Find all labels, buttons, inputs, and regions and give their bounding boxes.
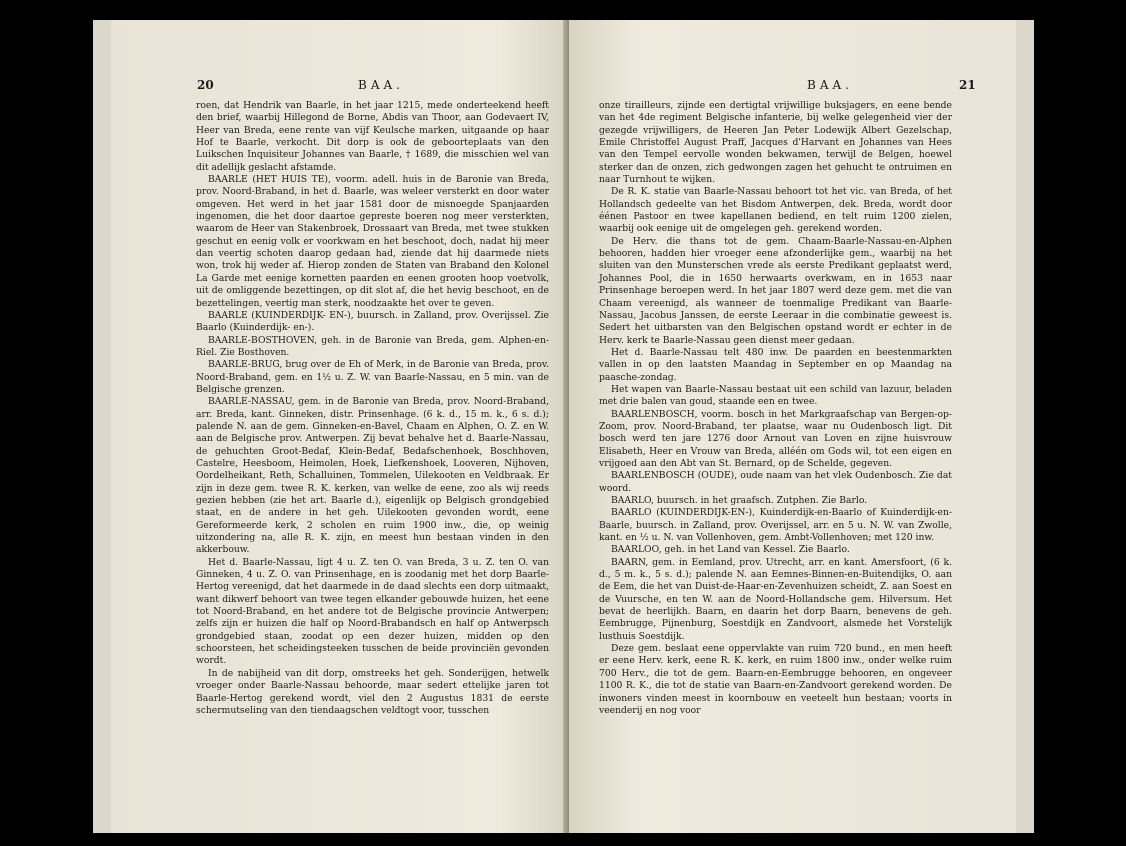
entry-baarlenbosch: BAARLENBOSCH, voorm. bosch in het Markgraafschap van Bergen-op-Zoom, prov. Noord-Braband, ter plaatse, waar nu Oudenbosch ligt. Dit bosch werd ten jare 1276 door Arnout van Loven en zijne huisvrouw Elisabeth, Heer en Vrouw van Breda, alléén om Gods wil, tot een eigen en vrijgoed aan den Abt van St. Bernard, op de Schelde, gegeven.: [599, 408, 952, 469]
entry-baarlo: BAARLO, buursch. in het graafsch. Zutphen. Zie Barlo.: [611, 495, 868, 506]
paragraph: De Herv. die thans tot de gem. Chaam-Baarle-Nassau-en-Alphen behooren, hadden hier vroeger eene afzonderlijke gem., waarbij na het sluiten van den Munsterschen vrede als eerste Predikant geplaatst werd, Johannes Pool, die in 1650 herwaarts overkwam, en in 1653 naar Prinsenhage beroepen werd. In het jaar 1807 werd deze gem. met die van Chaam vereenigd, als wanneer de toenmalige Predikant van Baarle-Nassau, Jacobus Janssen, de eerste Leeraar in die combinatie geweest is. Sedert het uitbarsten van den Belgischen opstand wordt er echter in de Herv. kerk te Baarle-Nassau geen dienst meer gedaan.: [599, 235, 952, 346]
left-page: [111, 20, 568, 833]
paragraph: Het d. Baarle-Nassau, ligt 4 u. Z. ten O. van Breda, 3 u. Z. ten O. van Ginneken, 4 u. Z. O. van Prinsenhage, en is zoodanig met het dorp Baarle-Hertog vereenigd, dat het daarmede in de daad slechts een dorp uitmaakt, want dikwerf behoort van twee tegen elkander gebouwde huizen, het eene tot Noord-Braband, en het andere tot de Belgische provincie Antwerpen; zelfs zijn er huizen die half op Noord-Brabandsch en half op Antwerpsch grondgebied staan, zoodat op een dezer huizen, midden op den schoorsteen, het scheidingsteeken tusschen de beide provinciën gevonden wordt.: [196, 556, 549, 667]
entry-baarle-nassau: BAARLE-NASSAU, gem. in de Baronie van Breda, prov. Noord-Braband, arr. Breda, kant. Ginneken, distr. Prinsenhage. (6 k. d., 15 m. k., 6 s. d.); palende N. aan de gem. Ginneken-en-Bavel, Chaam en Alphen, O. Z. en W. aan de Belgische prov. Antwerpen. Zij bevat behalve het d. Baarle-Nassau, de gehuchten Groot-Bedaf, Klein-Bedaf, Bedafschenhoek, Boschhoven, Castelre, Heesboom, Heimolen, Hoek, Liefkenshoek, Looveren, Nijhoven, Oordelheikant, Reth, Schalluinen, Tommelen, Uilekooten en Veldbraak. Er zijn in deze gem. twee R. K. kerken, van welke de eene, zoo als wij reeds gezien hebben (zie het art. Baarle d.), eigenlijk op Belgisch grondgebied staat, en de andere in het geh. Uilekooten gevonden wordt, eene Gereformeerde kerk, 2 scholen en ruim 1900 inw., die, op weinig uitzondering na, alle R. K. zijn, en meest hun bestaan vinden in den akkerbouw.: [196, 396, 549, 556]
entry-baarlenbosch-oude: BAARLENBOSCH (OUDE), oude naam van het vlek Oudenbosch. Zie dat woord.: [599, 470, 952, 494]
right-page-text: [599, 100, 952, 717]
paragraph: De R. K. statie van Baarle-Nassau behoort tot het vic. van Breda, of het Hollandsch gedeelte van het Bisdom Antwerpen, dek. Breda, wordt door éénen Pastoor en twee kapellanen bediend, en telt ruim 1200 zielen, waarbij ook eenige uit de omgelegen geh. gerekend worden.: [599, 186, 952, 235]
book-spread: [93, 20, 1034, 833]
paragraph: Het wapen van Baarle-Nassau bestaat uit een schild van lazuur, beladen met drie balen van goud, staande een en twee.: [599, 383, 952, 408]
paragraph: Deze gem. beslaat eene oppervlakte van ruim 720 bund., en men heeft er eene Herv. kerk, eene R. K. kerk, en ruim 1800 inw., onder welke ruim 700 Herv., die tot de gem. Baarn-en-Eembrugge behooren, en ongeveer 1100 R. K., die tot de statie van Baarn-en-Zandvoort gerekend worden. De inwoners vinden meest in koornbouw en veeteelt hun bestaan; voorts in veenderij en nog voor: [599, 643, 952, 716]
entry-baarle-brug: BAARLE-BRUG, brug over de Eh of Merk, in de Baronie van Breda, prov. Noord-Braband, gem. en 1½ u. Z. W. van Baarle-Nassau, en 5 min. van de Belgische grenzen.: [196, 359, 549, 395]
right-page: [569, 20, 1016, 833]
right-page-number: 21: [959, 78, 976, 92]
left-page-header: [111, 20, 568, 92]
right-running-head: BAA.: [807, 78, 853, 92]
paragraph: Het d. Baarle-Nassau telt 480 inw. De paarden en beestenmarkten vallen in op den laatsten Maandag in September en op Maandag na paasche-zondag.: [599, 346, 952, 383]
entry-baarn: BAARN, gem. in Eemland, prov. Utrecht, arr. en kant. Amersfoort, (6 k. d., 5 m. k., 5 s. d.); palende N. aan Eemnes-Binnen-en-Buitendijks, O. aan de Eem, die het van Duist-de-Haar-en-Zevenhuizen scheidt, Z. aan Soest en de Vuursche, en ten W. aan de Noord-Hollandsche gem. Hilversum. Het bevat de heerlijkh. Baarn, en daarin het dorp Baarn, benevens de geh. Eembrugge, Pijnenburg, Soestdijk en Zandvoort, alsmede het Vorstelijk lusthuis Soestdijk.: [599, 556, 952, 642]
left-page-number: 20: [197, 78, 214, 92]
entry-baarle-het-huis-te: BAARLE (HET HUIS TE), voorm. adell. huis in de Baronie van Breda, prov. Noord-Braband, in het d. Baarle, was weleer versterkt en door water omgeven. Het werd in het jaar 1581 door de misnoegde Spanjaarden ingenomen, die het door daartoe gepreste boeren nog meer versterkten, waarom de Heer van Stakenbroek, Drossaart van Breda, met twee stukken geschut en eenig volk er voorkwam en het beschoot, doch, nadat hij meer dan veertig schoten daarop gedaan had, ziende dat hij daarmede niets won, trok hij weder af. Hierop zonden de Staten van Braband den Kolonel La Garde met eenige kornetten paarden en eenen grooten hoop voetvolk, uit de omliggende bezettingen, op dit slot af, die het hevig beschoot, en de bezettelingen, veertig man sterk, noodzaakte het over te geven.: [196, 174, 549, 309]
entry-baarloo: BAARLOO, geh. in het Land van Kessel. Zie Baarlo.: [611, 544, 850, 556]
paragraph: roen, dat Hendrik van Baarle, in het jaar 1215, mede onderteekend heeft den brief, waarbij Hillegond de Borne, Abdis van Thoor, aan Godevaert IV, Heer van Breda, eene rente van vijf Keulsche marken, uitgaande op haar Hof te Baarle, verkocht. Dit dorp is ook de geboorteplaats van den Luikschen Inquisiteur Johannes van Baarle, † 1689, die misschien wel van dit adellijk geslacht afstamde.: [196, 100, 549, 173]
right-page-header: [569, 20, 1016, 92]
entry-baarle-kuinderdijk: BAARLE (KUINDERDIJK- EN-), buursch. in Zalland, prov. Overijssel. Zie Baarlo (Kuinderdijk- en-).: [196, 309, 549, 334]
paragraph: onze tirailleurs, zijnde een dertigtal vrijwillige buksjagers, en eene bende van het 4de regiment Belgische infanterie, bij welke gelegenheid vier der gezegde vrijwilligers, de Heeren Jan Peter Lodewijk Albert Gezelschap, Emile Christoffel August Praff, Jacques d'Harvant en Johannes van Hees van den Tempel eervolle wonden bekwamen, terwijl de Belgen, hoewel sterker dan de onzen, zich gedwongen zagen het gehucht te ontruimen en naar Turnhout te wijken.: [599, 100, 952, 186]
entry-baarle-bosthoven: BAARLE-BOSTHOVEN, geh. in de Baronie van Breda, gem. Alphen-en-Riel. Zie Bosthoven.: [196, 334, 549, 358]
paragraph: In de nabijheid van dit dorp, omstreeks het geh. Sonderijgen, hetwelk vroeger onder Baarle-Nassau behoorde, maar sedert ettelijke jaren tot Baarle-Hertog gerekend wordt, viel den 2 Augustus 1831 de eerste schermutseling van den tiendaagschen veldtogt voor, tusschen: [196, 667, 549, 716]
left-page-text: [196, 100, 549, 717]
left-running-head: BAA.: [358, 78, 404, 92]
entry-baarlo-kuinderdijk: BAARLO (KUINDERDIJK-EN-), Kuinderdijk-en-Baarlo of Kuinderdijk-en-Baarle, buursch. in Zalland, prov. Overijssel, arr. en 5 u. N. W. van Zwolle, kant. en ½ u. N. van Vollenhoven, gem. Ambt-Vollenhoven; met 120 inw.: [599, 507, 952, 544]
